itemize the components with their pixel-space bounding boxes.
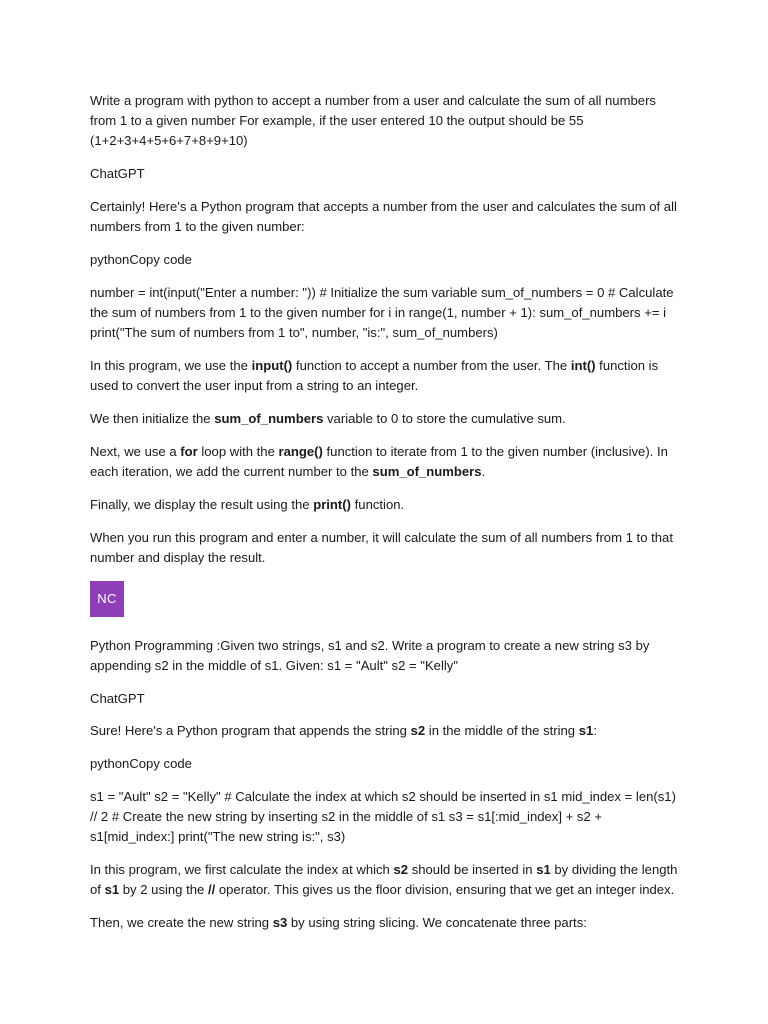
text: function. xyxy=(351,496,405,512)
text: operator. This gives us the floor division, ensuring that we get an integer index. xyxy=(215,882,675,898)
inline-code: print() xyxy=(313,496,352,512)
code-block-1: number = int(input("Enter a number: ")) # Initialize the sum variable sum_of_numbers = 0 # Calculate the sum of numbers from 1 to the given number for i in range(1, number + 1): sum_of_numbers += i print("The sum of numbers from 1 to", number, "is:", sum_of_numbers) xyxy=(90,284,674,341)
inline-code: s1 xyxy=(104,882,120,898)
inline-code: s1 xyxy=(536,862,551,878)
inline-code: s3 xyxy=(272,915,288,931)
text: In this program, we use the xyxy=(90,358,252,373)
text: . xyxy=(481,464,486,479)
inline-code: range() xyxy=(278,443,323,459)
assistant-author-1: ChatGPT xyxy=(90,166,145,182)
user-avatar: NC xyxy=(90,581,124,617)
text: in the middle of the string xyxy=(425,723,579,739)
text: variable to 0 to store the cumulative sum. xyxy=(323,411,566,426)
text: Sure! Here's a Python program that appends the string xyxy=(90,723,411,739)
answer-1-paragraph-4 xyxy=(90,495,680,515)
code-header-1: pythonCopy code xyxy=(90,252,192,267)
text: loop with the xyxy=(197,443,279,459)
answer-1-paragraph-2 xyxy=(90,409,680,429)
text: Then, we create the new string xyxy=(90,915,273,931)
text: Next, we use a xyxy=(90,443,181,459)
user-question-2: Python Programming :Given two strings, s1 and s2. Write a program to create a new string s3 by appending s2 in the middle of s1. Given: s1 = "Ault" s2 = "Kelly" xyxy=(90,637,650,673)
inline-code: int() xyxy=(570,358,596,373)
document-page xyxy=(90,91,680,946)
user-question-1: Write a program with python to accept a number from a user and calculate the sum of all numbers from 1 to a given number For example, if the user entered 10 the output should be 55 (1+2+3+4+5+6+7+8+9+10) xyxy=(90,93,656,149)
inline-code: sum_of_numbers xyxy=(214,411,324,426)
assistant-author-2: ChatGPT xyxy=(90,690,145,706)
code-block-2: s1 = "Ault" s2 = "Kelly" # Calculate the index at which s2 should be inserted in s1 mid_index = len(s1) // 2 # Create the new string by inserting s2 in the middle of s1 s3 = s1[:mid_index] + s2 + s1[mid_index:] print("The new string is:", s3) xyxy=(90,788,676,845)
inline-code: s2 xyxy=(393,862,409,878)
answer-2-paragraph-1 xyxy=(90,860,680,900)
answer-1-intro: Certainly! Here's a Python program that accepts a number from the user and calculates the sum of all numbers from 1 to the given number: xyxy=(90,199,677,235)
text: by dividing the length of xyxy=(90,862,678,898)
text: by using string slicing. We concatenate three parts: xyxy=(287,915,587,931)
inline-code: // xyxy=(207,882,216,898)
inline-code: s2 xyxy=(410,723,426,739)
text: function is used to convert the user input from a string to an integer. xyxy=(90,358,659,394)
text: : xyxy=(593,723,597,739)
inline-code: sum_of_numbers xyxy=(372,464,482,479)
answer-2-paragraph-2 xyxy=(90,913,680,933)
text: function to iterate from 1 to the given number (inclusive). In each iteration, we add the current number to the xyxy=(90,443,668,479)
text: should be inserted in xyxy=(408,862,537,878)
answer-1-paragraph-5: When you run this program and enter a number, it will calculate the sum of all numbers from 1 to that number and display the result. xyxy=(90,529,673,565)
code-header-2: pythonCopy code xyxy=(90,756,192,772)
answer-1-paragraph-3 xyxy=(90,442,680,482)
text: We then initialize the xyxy=(90,411,215,426)
text: Finally, we display the result using the xyxy=(90,496,314,512)
text: by 2 using the xyxy=(119,882,208,898)
inline-code: s1 xyxy=(578,723,594,739)
text: function to accept a number from the user. The xyxy=(292,358,571,373)
inline-code: input() xyxy=(251,358,293,373)
inline-code: for xyxy=(180,443,198,459)
text: In this program, we first calculate the index at which xyxy=(90,862,394,878)
answer-2-intro xyxy=(90,721,680,741)
answer-1-paragraph-1 xyxy=(90,356,680,396)
